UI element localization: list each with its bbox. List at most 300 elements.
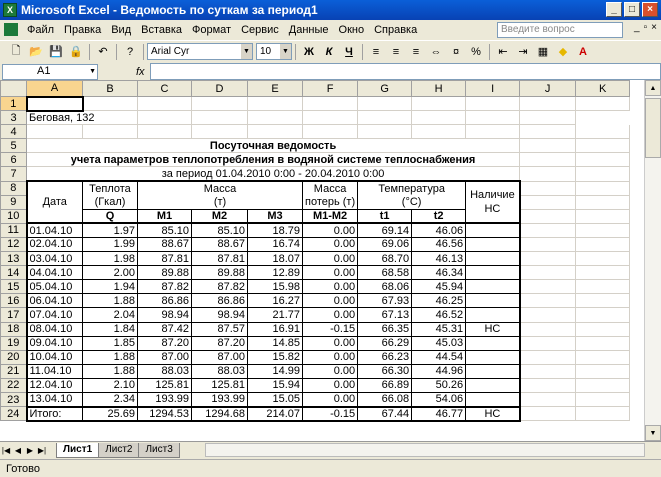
question-input[interactable]: Введите вопрос [497, 22, 623, 38]
t1-cell[interactable]: 68.58 [358, 266, 412, 280]
last-sheet-icon[interactable]: ▶| [37, 445, 47, 455]
m2-cell[interactable]: 88.67 [192, 237, 248, 251]
t2-cell[interactable]: 45.03 [412, 336, 466, 350]
ns-cell[interactable] [466, 336, 520, 350]
t2-cell[interactable]: 46.77 [412, 407, 466, 421]
m2-cell[interactable]: 1294.68 [192, 407, 248, 421]
m3-cell[interactable]: 12.89 [248, 266, 303, 280]
ns-cell[interactable] [466, 294, 520, 308]
increase-indent-icon[interactable]: ⇥ [518, 46, 528, 58]
date-cell[interactable]: 10.04.10 [27, 350, 83, 364]
q-cell[interactable]: 2.04 [83, 308, 138, 322]
bold-button[interactable]: Ж [304, 45, 314, 58]
m2-cell[interactable]: 87.82 [192, 280, 248, 294]
t1-cell[interactable]: 68.06 [358, 280, 412, 294]
t1-cell[interactable]: 66.23 [358, 350, 412, 364]
row-header[interactable]: 11 [1, 223, 27, 237]
cell[interactable] [520, 181, 576, 195]
ns-cell[interactable] [466, 350, 520, 364]
cell[interactable] [576, 407, 630, 421]
minimize-button[interactable]: _ [606, 2, 622, 17]
t1-cell[interactable]: 66.89 [358, 378, 412, 392]
m3-cell[interactable]: 21.77 [248, 308, 303, 322]
t2-cell[interactable]: 44.54 [412, 350, 466, 364]
header-mass-unit[interactable]: (т) [138, 195, 303, 209]
cell[interactable] [520, 350, 576, 364]
help-icon[interactable]: ? [126, 45, 134, 58]
q-cell[interactable]: 25.69 [83, 407, 138, 421]
font-size-select[interactable] [256, 43, 292, 60]
cell[interactable] [520, 294, 576, 308]
row-header[interactable]: 22 [1, 378, 27, 392]
loss-cell[interactable]: 0.00 [303, 392, 358, 406]
cell[interactable] [138, 111, 192, 125]
row-header[interactable]: 19 [1, 336, 27, 350]
cell[interactable] [520, 209, 576, 223]
ns-cell[interactable] [466, 378, 520, 392]
first-sheet-icon[interactable]: |◀ [1, 445, 11, 455]
header-mass[interactable]: Масса [138, 181, 303, 195]
m1-cell[interactable]: 89.88 [138, 266, 192, 280]
t1-cell[interactable]: 66.29 [358, 336, 412, 350]
cell[interactable] [576, 237, 630, 251]
m2-cell[interactable]: 125.81 [192, 378, 248, 392]
row-header[interactable]: 17 [1, 308, 27, 322]
scroll-down-icon[interactable]: ▼ [645, 425, 661, 441]
menu-file[interactable]: Файл [27, 23, 55, 36]
header-ns[interactable] [466, 181, 520, 223]
q-cell[interactable]: 1.84 [83, 322, 138, 336]
cell[interactable] [192, 97, 248, 111]
cell[interactable] [520, 167, 576, 181]
cell[interactable] [27, 125, 83, 139]
t2-cell[interactable]: 46.56 [412, 237, 466, 251]
m3-cell[interactable]: 15.98 [248, 280, 303, 294]
ns-cell[interactable] [466, 223, 520, 237]
merge-center-icon[interactable]: ⇔ [430, 45, 442, 58]
cell[interactable] [520, 407, 576, 421]
cell[interactable] [520, 125, 576, 139]
ns-cell[interactable] [466, 280, 520, 294]
doc-restore-button[interactable]: ▫ [643, 22, 648, 33]
cell[interactable] [576, 97, 630, 111]
ns-cell[interactable] [466, 364, 520, 378]
date-cell[interactable]: 07.04.10 [27, 308, 83, 322]
m2-cell[interactable]: 87.81 [192, 252, 248, 266]
date-cell[interactable]: 11.04.10 [27, 364, 83, 378]
t2-cell[interactable]: 46.25 [412, 294, 466, 308]
m3-cell[interactable]: 15.05 [248, 392, 303, 406]
cell[interactable] [248, 111, 303, 125]
header-t2[interactable]: t2 [412, 209, 466, 223]
t1-cell[interactable]: 67.44 [358, 407, 412, 421]
cell[interactable] [520, 336, 576, 350]
column-header-f[interactable]: F [303, 81, 358, 97]
undo-icon[interactable]: ↶ [98, 46, 108, 58]
q-cell[interactable]: 1.88 [83, 294, 138, 308]
currency-icon[interactable]: ¤ [452, 45, 460, 58]
name-box[interactable] [2, 64, 98, 80]
loss-cell[interactable]: -0.15 [303, 322, 358, 336]
loss-cell[interactable]: 0.00 [303, 223, 358, 237]
row-header[interactable]: 24 [1, 407, 27, 421]
cell[interactable] [520, 252, 576, 266]
m1-cell[interactable]: 1294.53 [138, 407, 192, 421]
cell[interactable] [576, 139, 630, 153]
cell[interactable] [412, 111, 466, 125]
prev-sheet-icon[interactable]: ◀ [14, 445, 22, 455]
m2-cell[interactable]: 193.99 [192, 392, 248, 406]
ns-cell[interactable] [466, 252, 520, 266]
cell[interactable] [520, 237, 576, 251]
row-header[interactable]: 10 [1, 209, 27, 223]
cell[interactable] [576, 167, 630, 181]
underline-button[interactable]: Ч [345, 45, 353, 58]
header-loss[interactable]: Масса [303, 181, 358, 195]
q-cell[interactable]: 2.00 [83, 266, 138, 280]
t1-cell[interactable]: 69.14 [358, 223, 412, 237]
cell[interactable] [412, 97, 466, 111]
row-header[interactable]: 3 [1, 111, 27, 125]
row-header[interactable]: 14 [1, 266, 27, 280]
t1-cell[interactable]: 67.13 [358, 308, 412, 322]
q-cell[interactable]: 1.85 [83, 336, 138, 350]
row-header[interactable]: 9 [1, 195, 27, 209]
t1-cell[interactable]: 69.06 [358, 237, 412, 251]
t2-cell[interactable]: 45.94 [412, 280, 466, 294]
column-header-e[interactable]: E [248, 81, 303, 97]
cell[interactable] [412, 125, 466, 139]
horizontal-scrollbar[interactable] [205, 443, 645, 457]
menu-format[interactable]: Формат [192, 23, 232, 36]
next-sheet-icon[interactable]: ▶ [26, 445, 34, 455]
cell[interactable] [358, 125, 412, 139]
t2-cell[interactable]: 45.31 [412, 322, 466, 336]
cell[interactable] [576, 252, 630, 266]
loss-cell[interactable]: 0.00 [303, 336, 358, 350]
m1-cell[interactable]: 88.67 [138, 237, 192, 251]
ns-cell[interactable] [466, 237, 520, 251]
ns-cell[interactable] [466, 266, 520, 280]
cell[interactable] [576, 209, 630, 223]
cell[interactable] [520, 153, 576, 167]
m3-cell[interactable]: 16.27 [248, 294, 303, 308]
loss-cell[interactable]: 0.00 [303, 280, 358, 294]
row-header[interactable]: 5 [1, 139, 27, 153]
t2-cell[interactable]: 46.13 [412, 252, 466, 266]
date-cell[interactable]: 09.04.10 [27, 336, 83, 350]
q-cell[interactable]: 2.10 [83, 378, 138, 392]
m2-cell[interactable]: 85.10 [192, 223, 248, 237]
header-m1-m2[interactable]: M1-M2 [303, 209, 358, 223]
cell[interactable] [303, 125, 358, 139]
cell[interactable] [520, 378, 576, 392]
sheet-tab-1[interactable]: Лист1 [56, 443, 99, 458]
header-loss-unit[interactable]: потерь (т) [303, 195, 358, 209]
header-heat[interactable]: Теплота [83, 181, 138, 195]
decrease-indent-icon[interactable]: ⇤ [498, 46, 508, 58]
column-header-j[interactable]: J [520, 81, 576, 97]
date-cell[interactable]: 13.04.10 [27, 392, 83, 406]
q-cell[interactable]: 2.34 [83, 392, 138, 406]
row-header[interactable]: 7 [1, 167, 27, 181]
t1-cell[interactable]: 66.30 [358, 364, 412, 378]
m2-cell[interactable]: 88.03 [192, 364, 248, 378]
report-period[interactable]: за период 01.04.2010 0:00 - 20.04.2010 0:00 [27, 167, 520, 181]
cell[interactable] [520, 280, 576, 294]
font-select[interactable] [147, 43, 253, 60]
cell[interactable] [576, 392, 630, 406]
row-header[interactable]: 15 [1, 280, 27, 294]
percent-button[interactable]: % [471, 45, 481, 58]
cell[interactable] [192, 125, 248, 139]
cell[interactable] [576, 125, 630, 139]
cell[interactable] [520, 139, 576, 153]
m1-cell[interactable]: 85.10 [138, 223, 192, 237]
m3-cell[interactable]: 16.74 [248, 237, 303, 251]
column-header-k[interactable]: K [576, 81, 630, 97]
align-center-icon[interactable]: ≡ [392, 45, 400, 58]
t1-cell[interactable]: 66.08 [358, 392, 412, 406]
open-icon[interactable]: 📂 [29, 46, 43, 58]
cell[interactable] [576, 181, 630, 195]
ns-cell[interactable] [466, 392, 520, 406]
close-button[interactable]: × [642, 2, 658, 17]
scroll-thumb[interactable] [645, 98, 661, 158]
q-cell[interactable]: 1.98 [83, 252, 138, 266]
t2-cell[interactable]: 46.06 [412, 223, 466, 237]
m2-cell[interactable]: 87.20 [192, 336, 248, 350]
cell[interactable] [576, 294, 630, 308]
ns-cell[interactable] [466, 308, 520, 322]
menu-help[interactable]: Справка [374, 23, 418, 36]
row-header[interactable]: 12 [1, 237, 27, 251]
menu-window[interactable]: Окно [338, 23, 365, 36]
m1-cell[interactable]: 87.20 [138, 336, 192, 350]
loss-cell[interactable]: 0.00 [303, 308, 358, 322]
loss-cell[interactable]: 0.00 [303, 350, 358, 364]
cell[interactable] [576, 364, 630, 378]
cell[interactable] [520, 364, 576, 378]
m3-cell[interactable]: 16.91 [248, 322, 303, 336]
row-header[interactable]: 4 [1, 125, 27, 139]
cell[interactable] [576, 153, 630, 167]
column-header-a[interactable]: A [27, 81, 83, 97]
cell[interactable] [576, 378, 630, 392]
m2-cell[interactable]: 86.86 [192, 294, 248, 308]
cell[interactable] [466, 97, 520, 111]
column-header-g[interactable]: G [358, 81, 412, 97]
cell[interactable] [192, 111, 248, 125]
header-temperature-unit[interactable]: (°C) [358, 195, 466, 209]
menu-view[interactable]: Вид [111, 23, 132, 36]
row-header[interactable]: 1 [1, 97, 27, 111]
t2-cell[interactable]: 50.26 [412, 378, 466, 392]
q-cell[interactable]: 1.88 [83, 350, 138, 364]
m3-cell[interactable]: 14.99 [248, 364, 303, 378]
m1-cell[interactable]: 98.94 [138, 308, 192, 322]
t1-cell[interactable]: 68.70 [358, 252, 412, 266]
cell[interactable] [520, 308, 576, 322]
new-icon[interactable]: 🗋 [11, 45, 21, 57]
menu-data[interactable]: Данные [288, 23, 329, 36]
sheet-tab-2[interactable]: Лист2 [98, 443, 139, 458]
cell[interactable] [83, 97, 138, 111]
t1-cell[interactable]: 66.35 [358, 322, 412, 336]
cell[interactable] [520, 97, 576, 111]
menu-edit[interactable]: Правка [64, 23, 102, 36]
cell[interactable] [520, 223, 576, 237]
row-header[interactable]: 21 [1, 364, 27, 378]
cell[interactable] [576, 322, 630, 336]
menu-insert[interactable]: Вставка [141, 23, 183, 36]
font-color-icon[interactable]: A [579, 45, 587, 58]
t2-cell[interactable]: 44.96 [412, 364, 466, 378]
m3-cell[interactable]: 15.94 [248, 378, 303, 392]
sheet-tab-3[interactable]: Лист3 [138, 443, 179, 458]
column-header-b[interactable]: B [83, 81, 138, 97]
m3-cell[interactable]: 214.07 [248, 407, 303, 421]
doc-close-button[interactable]: × [651, 22, 657, 33]
ns-cell[interactable]: НС [466, 322, 520, 336]
column-header-c[interactable]: C [138, 81, 192, 97]
date-cell[interactable]: 05.04.10 [27, 280, 83, 294]
maximize-button[interactable]: □ [624, 2, 640, 17]
m2-cell[interactable]: 87.57 [192, 322, 248, 336]
save-icon[interactable]: 💾 [49, 46, 63, 58]
header-m2[interactable]: M2 [192, 209, 248, 223]
borders-icon[interactable]: ▦ [537, 46, 549, 58]
report-title[interactable]: Посуточная ведомость [27, 139, 520, 153]
loss-cell[interactable]: 0.00 [303, 252, 358, 266]
q-cell[interactable]: 1.97 [83, 223, 138, 237]
column-header-h[interactable]: H [412, 81, 466, 97]
cell[interactable] [520, 266, 576, 280]
cell[interactable] [466, 111, 520, 125]
cell[interactable] [358, 111, 412, 125]
row-header[interactable]: 6 [1, 153, 27, 167]
cell[interactable] [520, 392, 576, 406]
report-subtitle[interactable]: учета параметров теплопотребления в водяной системе теплоснабжения [27, 153, 520, 167]
row-header[interactable]: 23 [1, 392, 27, 406]
header-t1[interactable]: t1 [358, 209, 412, 223]
row-header[interactable]: 8 [1, 181, 27, 195]
cell[interactable] [576, 223, 630, 237]
loss-cell[interactable]: -0.15 [303, 407, 358, 421]
m2-cell[interactable]: 87.00 [192, 350, 248, 364]
loss-cell[interactable]: 0.00 [303, 364, 358, 378]
select-all-corner[interactable] [1, 81, 27, 97]
m2-cell[interactable]: 89.88 [192, 266, 248, 280]
cell[interactable] [138, 125, 192, 139]
cell[interactable] [248, 125, 303, 139]
permission-icon[interactable]: 🔒 [69, 46, 83, 58]
m1-cell[interactable]: 87.82 [138, 280, 192, 294]
loss-cell[interactable]: 0.00 [303, 237, 358, 251]
header-heat-unit[interactable]: (Гкал) [83, 195, 138, 209]
doc-minimize-button[interactable]: _ [634, 22, 640, 33]
row-header[interactable]: 18 [1, 322, 27, 336]
cell[interactable] [520, 111, 576, 125]
fx-icon[interactable]: fx [136, 65, 145, 78]
cell[interactable] [576, 266, 630, 280]
loss-cell[interactable]: 0.00 [303, 266, 358, 280]
m1-cell[interactable]: 87.81 [138, 252, 192, 266]
fill-color-icon[interactable]: ◆ [558, 46, 568, 58]
m1-cell[interactable]: 125.81 [138, 378, 192, 392]
cell[interactable] [358, 97, 412, 111]
q-cell[interactable]: 1.88 [83, 364, 138, 378]
loss-cell[interactable]: 0.00 [303, 378, 358, 392]
row-header[interactable]: 20 [1, 350, 27, 364]
header-m1[interactable]: M1 [138, 209, 192, 223]
cell[interactable] [520, 195, 576, 209]
selected-cell[interactable] [27, 97, 83, 111]
ns-cell[interactable]: НС [466, 407, 520, 421]
address-cell[interactable]: Беговая, 132 [27, 111, 138, 125]
cell[interactable] [576, 280, 630, 294]
date-cell[interactable]: 02.04.10 [27, 237, 83, 251]
m1-cell[interactable]: 193.99 [138, 392, 192, 406]
header-q[interactable]: Q [83, 209, 138, 223]
cell[interactable] [303, 97, 358, 111]
m1-cell[interactable]: 86.86 [138, 294, 192, 308]
scroll-up-icon[interactable]: ▲ [645, 80, 661, 96]
vertical-scrollbar[interactable] [644, 80, 661, 441]
formula-input[interactable] [150, 63, 661, 80]
date-cell[interactable]: 04.04.10 [27, 266, 83, 280]
cell[interactable] [466, 125, 520, 139]
column-header-d[interactable]: D [192, 81, 248, 97]
q-cell[interactable]: 1.94 [83, 280, 138, 294]
row-header[interactable]: 13 [1, 252, 27, 266]
align-right-icon[interactable]: ≡ [412, 45, 420, 58]
cell[interactable] [576, 308, 630, 322]
t2-cell[interactable]: 46.52 [412, 308, 466, 322]
align-left-icon[interactable]: ≡ [372, 45, 380, 58]
header-temperature[interactable]: Температура [358, 181, 466, 195]
cell[interactable] [576, 336, 630, 350]
cell[interactable] [576, 195, 630, 209]
italic-button[interactable]: К [325, 45, 333, 58]
t2-cell[interactable]: 46.34 [412, 266, 466, 280]
cell[interactable] [248, 97, 303, 111]
m2-cell[interactable]: 98.94 [192, 308, 248, 322]
row-header[interactable]: 16 [1, 294, 27, 308]
date-cell[interactable]: 08.04.10 [27, 322, 83, 336]
m1-cell[interactable]: 88.03 [138, 364, 192, 378]
cell[interactable] [303, 111, 358, 125]
date-cell[interactable]: 03.04.10 [27, 252, 83, 266]
cell[interactable] [138, 97, 192, 111]
m3-cell[interactable]: 18.07 [248, 252, 303, 266]
m3-cell[interactable]: 15.82 [248, 350, 303, 364]
cell[interactable] [83, 125, 138, 139]
t2-cell[interactable]: 54.06 [412, 392, 466, 406]
date-cell[interactable]: 12.04.10 [27, 378, 83, 392]
menu-tools[interactable]: Сервис [241, 23, 279, 36]
date-cell[interactable]: 06.04.10 [27, 294, 83, 308]
m1-cell[interactable]: 87.42 [138, 322, 192, 336]
loss-cell[interactable]: 0.00 [303, 294, 358, 308]
m1-cell[interactable]: 87.00 [138, 350, 192, 364]
q-cell[interactable]: 1.99 [83, 237, 138, 251]
date-cell[interactable]: Итого: [27, 407, 83, 421]
cell[interactable] [520, 322, 576, 336]
header-m3[interactable]: M3 [248, 209, 303, 223]
date-cell[interactable]: 01.04.10 [27, 223, 83, 237]
cell[interactable] [576, 350, 630, 364]
